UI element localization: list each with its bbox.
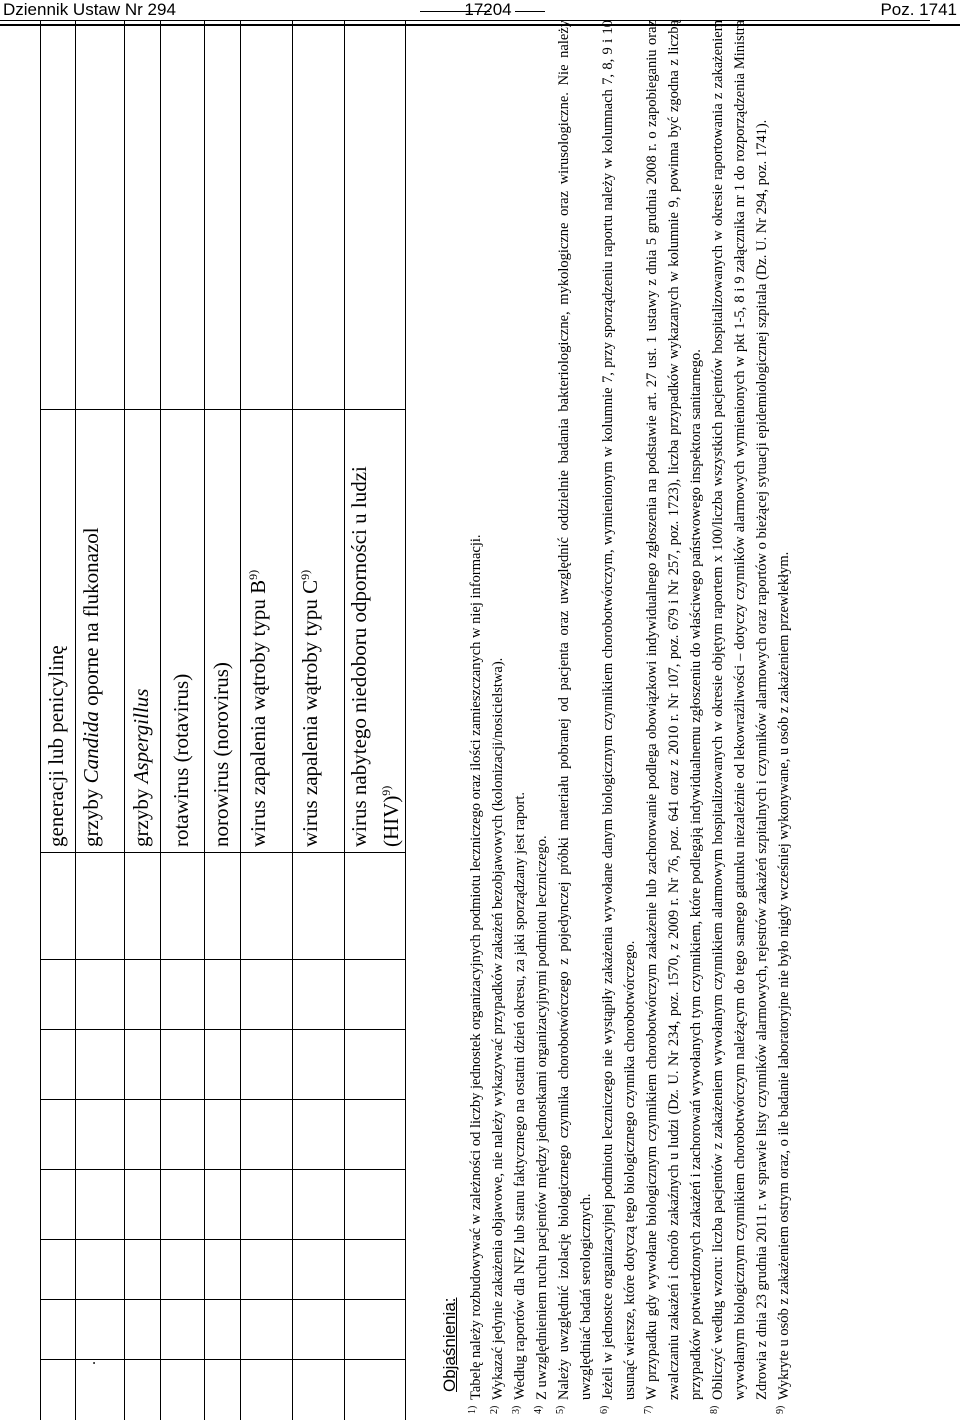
note-item [773,20,795,1420]
page-header [0,0,960,22]
rotated-page-content [0,20,930,1420]
table-row-4: norowirus (norovirus) [209,662,233,847]
note-item [487,20,509,1420]
note-item [553,20,597,1420]
table-column-divider [40,1169,405,1170]
table-line [40,20,41,1420]
note-item [597,20,641,1420]
note-number: 2) [489,1405,500,1414]
notes-list [465,20,795,1420]
notes-heading: Objaśnienia: [440,1297,459,1392]
table-column-divider [40,959,405,960]
table-line [405,20,406,1420]
data-table [40,20,430,1420]
table-row-7: wirus nabytego niedoboru odporności u ludzi (HIV)$^{9)}$ [347,466,403,847]
table-line [124,20,125,1420]
page-number: 17204 [464,0,512,19]
position-number: Poz. 1741 [880,0,957,19]
table-row-3: rotawirus (rotavirus) [169,673,193,847]
table-column-divider [40,1099,405,1100]
note-item [465,20,487,1420]
note-item [509,20,531,1420]
note-number: 9) [775,1405,786,1414]
note-text: Tabelę należy rozbudowywać w zależności od liczby jednostek organizacyjnych podmiotu leczniczego oraz ilości zamieszczanych w niej informacji. [468,534,484,1400]
table-line [204,20,205,1420]
table-line [160,20,161,1420]
table-line [344,20,345,1420]
table-column-divider [40,1029,405,1030]
note-number: 3) [511,1405,522,1414]
note-text: Jeżeli w jednostce organizacyjnej podmiotu leczniczego nie wystąpiły zakażenia wywołane danym biologicznym czynnikiem chorobotwórczym, wymienionym w kolumnie 7, przy sporządzeniu raportu należy w kolumnach 7, 8, 9 i 10 usunąć wiersze, które dotyczą tego biologicznego czynnika chorobotwórczego. [600,20,638,1400]
row-marker: . [82,1361,99,1365]
note-text: Według raportów dla NFZ lub stanu faktycznego na ostatni dzień okresu, za jaki sporządzany jest raport. [512,791,528,1400]
note-item [707,20,773,1420]
note-item [641,20,707,1420]
note-number: 1) [467,1405,478,1414]
table-column-divider [40,1299,405,1300]
table-row-5: wirus zapalenia wątroby typu $B^{9)}$ [246,569,270,847]
table-column-divider [40,1239,405,1240]
note-text: W przypadku gdy wywołane biologicznym czynnikiem chorobotwórczym zakażenie lub zachorowanie podlega obowiązkowi indywidualnego zgłoszenia na podstawie art. 27 ust. 1 ustawy z dnia 5 grudnia 2008 r. o zapobieganiu oraz zwalczaniu zakażeń i chorób zakaźnych u ludzi (Dz. U. Nr 234, poz. 1570, z 2009 r. Nr 76, poz. 641 oraz z 2010 r. Nr 107, poz. 679 i Nr 257, poz. 1723), liczba przypadków wykazanych w kolumnie 9, powinna być zgodna z liczbą przypadków potwierdzonych zakażeń i zachorowań wywołanych tym czynnikiem, które podlegają indywidualnemu zgłoszeniu do właściwego państwowego inspektora sanitarnego. [644,20,704,1400]
table-line [75,20,76,1420]
header-dash-right [515,11,545,12]
table-column-divider [40,1359,405,1360]
table-column-divider [40,409,405,410]
table-row-1: grzyby Candida oporne na flukonazol [79,527,103,847]
note-number: 6) [599,1405,610,1414]
table-row-0: generacji lub penicylinę [44,645,68,847]
journal-title: Dziennik Ustaw Nr 294 [3,0,176,19]
note-text: Należy uwzględnić izolację biologicznego czynnika chorobotwórczego z pojedynczej próbki materiału pobranej od pacjenta oraz uwzględnić oddzielnie badania bakteriologiczne, mykologiczne oraz wirusologiczne. Nie należy uwzględniać badań serologicznych. [556,20,594,1400]
table-column-divider [40,852,405,853]
note-number: 5) [555,1405,566,1414]
note-text: Wykryte u osób z zakażeniem ostrym oraz, o ile badanie laboratoryjne nie było nigdy wcześniej wykonywane, u osób z zakażeniem przewlekłym. [776,551,792,1400]
note-item [531,20,553,1420]
note-text: Obliczyć według wzoru: liczba pacjentów z zakażeniem wywołanym czynnikiem alarmowym hospitalizowanych w okresie objętym raportem x 100/liczba wszystkich pacjentów hospitalizowanych w okresie raportowania z zakażeniem wywołanym biologicznym czynnikiem chorobotwórczym należącym do tego samego gatunku niezależnie od lekowrażliwości – dotyczy czynników alarmowych wymienionych w pkt 1-5, 8 i 9 załącznika nr 1 do rozporządzenia Ministra Zdrowia z dnia 23 grudnia 2011 r. w sprawie listy czynników alarmowych, rejestrów zakażeń szpitalnych i czynników alarmowych oraz raportów o bieżącej sytuacji epidemiologicznej szpitala (Dz. U. Nr 294, poz. 1741). [710,20,770,1400]
note-text: Z uwzględnieniem ruchu pacjentów między jednostkami organizacyjnymi podmiotu leczniczego. [534,835,550,1400]
note-number: 8) [709,1405,720,1414]
table-row-6: wirus zapalenia wątroby typu $C^{9)}$ [298,569,322,847]
note-number: 7) [643,1405,654,1414]
note-text: Wykazać jedynie zakażenia objawowe, nie należy wykazywać przypadków zakażeń bezobjawowych (kolonizacji/nosicielstwa). [490,657,506,1400]
note-number: 4) [533,1405,544,1414]
table-row-2: grzyby Aspergillus [129,688,153,847]
